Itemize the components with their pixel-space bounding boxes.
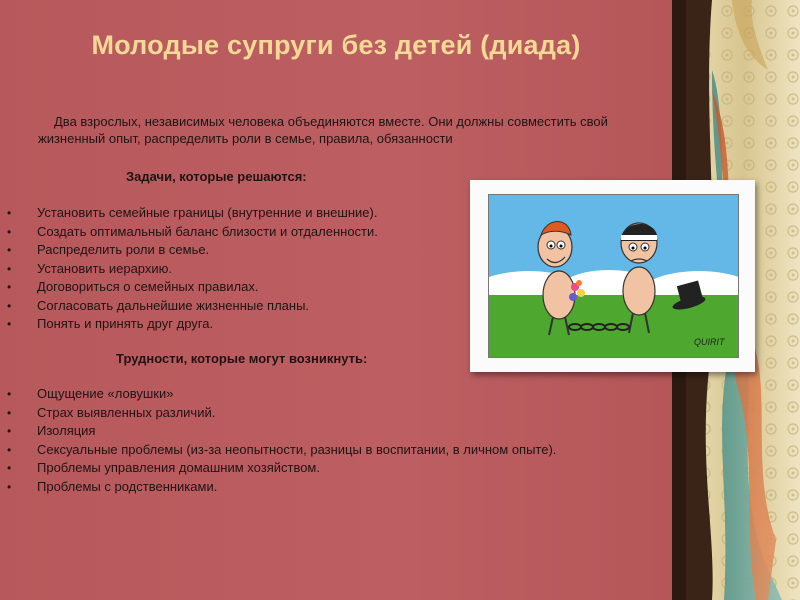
slide-title: Молодые супруги без детей (диада) <box>91 30 581 60</box>
intro-paragraph: Два взрослых, независимых человека объединяются вместе. Они должны совместить свой жизненный опыт, распределить роли в семье, правила, обязанности <box>38 114 608 146</box>
task-item: • Договориться о семейных правилах. <box>0 278 378 297</box>
couple-cartoon-illustration-icon <box>489 195 738 357</box>
difficulty-item: • Сексуальные проблемы (из-за неопытности, разницы в воспитании, в личном опыте). <box>0 441 556 460</box>
difficulty-item: • Проблемы с родственниками. <box>0 478 556 497</box>
difficulty-item: • Проблемы управления домашним хозяйством. <box>0 459 556 478</box>
tasks-heading: Задачи, которые решаются: <box>126 169 307 184</box>
task-item: • Создать оптимальный баланс близости и отдаленности. <box>0 223 378 242</box>
cartoon-image <box>470 180 755 372</box>
task-item: • Распределить роли в семье. <box>0 241 378 260</box>
tasks-list <box>0 204 378 334</box>
cartoon-signature: QUIRIT <box>694 337 725 347</box>
difficulty-item: • Ощущение «ловушки» <box>0 385 556 404</box>
difficulties-list <box>0 385 556 496</box>
task-item: • Установить иерархию. <box>0 260 378 279</box>
task-item: • Понять и принять друг друга. <box>0 315 378 334</box>
task-item: • Согласовать дальнейшие жизненные планы. <box>0 297 378 316</box>
task-item: • Установить семейные границы (внутренние и внешние). <box>0 204 378 223</box>
difficulties-heading: Трудности, которые могут возникнуть: <box>116 351 368 366</box>
difficulty-item: • Изоляция <box>0 422 556 441</box>
difficulty-item: • Страх выявленных различий. <box>0 404 556 423</box>
